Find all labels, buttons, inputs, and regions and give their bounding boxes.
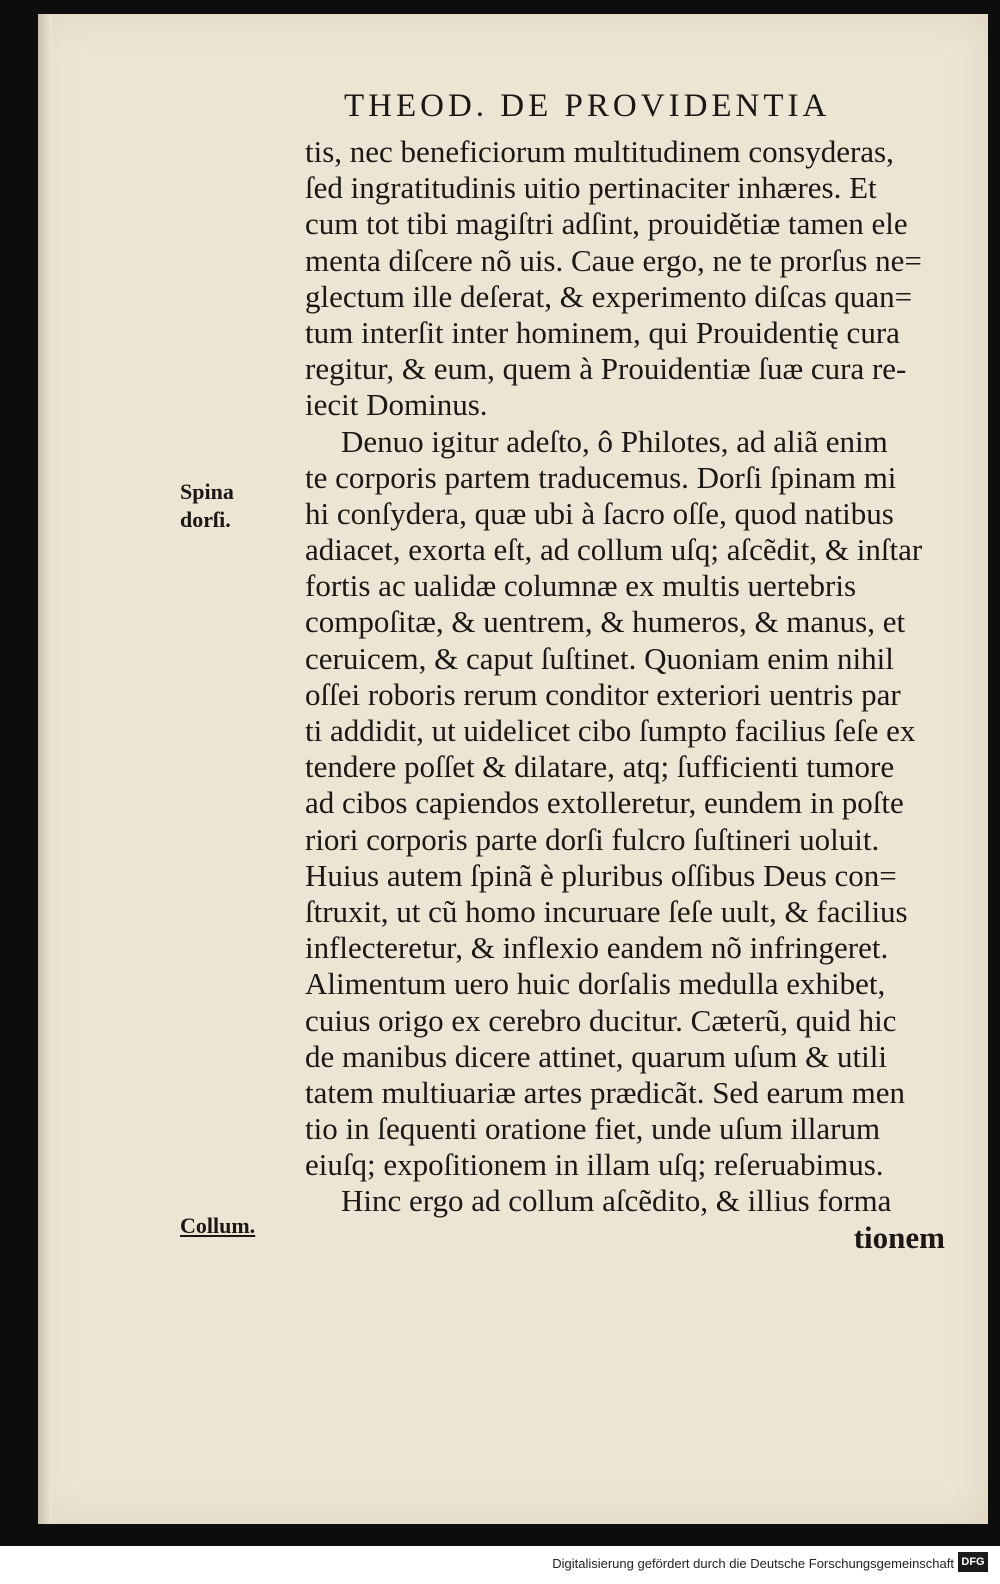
text-line: Alimentum uero huic dorſalis medulla exhibet, bbox=[305, 966, 886, 1002]
text-line: glectum ille deſerat, & experimento diſcas quan= bbox=[305, 278, 913, 314]
text-line: tis, nec beneficiorum multitudinem consyderas, bbox=[305, 134, 894, 169]
text-line: Hinc ergo ad collum aſcẽdito, & illius forma bbox=[341, 1183, 892, 1219]
text-line: ſtruxit, ut cũ homo incuruare ſeſe uult, & facilius bbox=[305, 893, 908, 929]
margin-note-spina: Spina dorſi. bbox=[180, 479, 234, 532]
text-line: cuius origo ex cerebro ducitur. Cæterũ, quid hic bbox=[305, 1002, 897, 1038]
text-line: ſed ingratitudinis uitio pertinaciter inhæres. Et bbox=[305, 170, 877, 206]
text-line: de manibus dicere attinet, quarum uſum & utili bbox=[305, 1038, 887, 1074]
running-head: THEOD. DE PROVIDENTIA bbox=[344, 88, 831, 124]
text-line: regitur, & eum, quem à Prouidentiæ ſuæ cura re- bbox=[305, 351, 907, 387]
text-line: te corporis partem traducemus. Dorſi ſpinam mi bbox=[305, 459, 897, 495]
text-line: ad cibos capiendos extolleretur, eundem in poſte bbox=[305, 785, 904, 821]
text-line: tionem bbox=[853, 1219, 945, 1255]
text-line: Denuo igitur adeſto, ô Philotes, ad aliã enim bbox=[341, 423, 888, 459]
text-line: tendere poſſet & dilatare, atq; ſufficienti tumore bbox=[305, 749, 895, 785]
dfg-logo-icon: DFG bbox=[958, 1552, 988, 1572]
text-line: oſſei roboris rerum conditor exteriori uentris par bbox=[305, 676, 901, 712]
text-line: ti addidit, ut uidelicet cibo ſumpto facilius ſeſe ex bbox=[305, 713, 916, 748]
text-line: tatem multiuariæ artes prædicãt. Sed earum men bbox=[305, 1074, 906, 1110]
text-line: riori corporis parte dorſi fulcro ſuſtineri uoluit. bbox=[305, 821, 880, 857]
text-line: Huius autem ſpinã è pluribus oſſibus Deus con= bbox=[305, 857, 897, 893]
text-line: iecit Dominus. bbox=[305, 387, 488, 423]
margin-note-collum: Collum. bbox=[180, 1213, 256, 1238]
footer-credit: Digitalisierung gefördert durch die Deutsche Forschungsgemeinschaft bbox=[552, 1556, 954, 1571]
text-line: menta diſcere nõ uis. Caue ergo, ne te prorſus ne= bbox=[305, 242, 922, 278]
text-line: compoſitæ, & uentrem, & humeros, & manus, et bbox=[305, 604, 906, 640]
text-line: tum interſit inter hominem, qui Prouidentię cura bbox=[305, 314, 900, 350]
text-line: adiacet, exorta eſt, ad collum uſq; aſcẽdit, & inſtar bbox=[305, 532, 923, 568]
text-line: eiuſq; expoſitionem in illam uſq; reſeruabimus. bbox=[305, 1147, 884, 1183]
text-line: ceruicem, & caput ſuſtinet. Quoniam enim nihil bbox=[305, 640, 894, 676]
text-line: cum tot tibi magiſtri adſint, prouidĕtiæ tamen ele bbox=[305, 206, 908, 242]
text-line: fortis ac ualidæ columnæ ex multis uertebris bbox=[305, 568, 857, 604]
text-line: inflecteretur, & inflexio eandem nõ infringeret. bbox=[305, 930, 889, 966]
body-text bbox=[305, 134, 945, 1256]
text-line: tio in ſequenti oratione fiet, unde uſum illarum bbox=[305, 1111, 881, 1147]
text-line: hi conſydera, quæ ubi à ſacro oſſe, quod natibus bbox=[305, 495, 894, 531]
page-gutter-shadow bbox=[38, 14, 52, 1524]
